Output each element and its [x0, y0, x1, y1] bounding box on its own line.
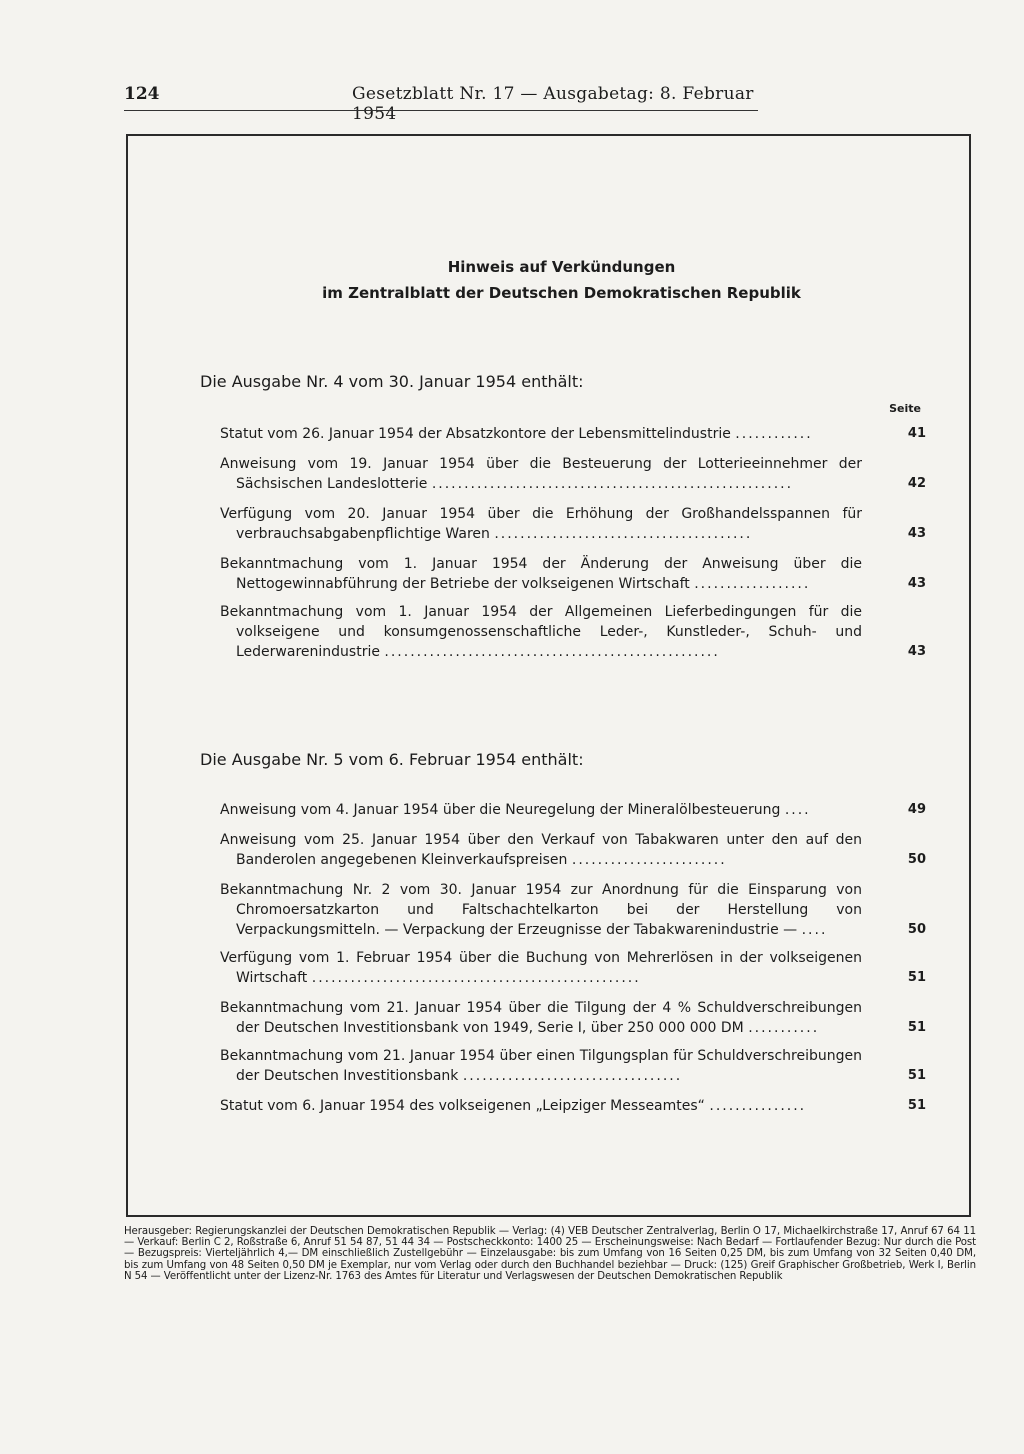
entry-text: Anweisung vom 25. Januar 1954 über den Verkauf von Tabakwaren unter den auf den Banderolen angegebenen Kleinverkaufspreisen ........................: [220, 832, 862, 868]
list-item: [220, 1046, 952, 1086]
entry-text: Bekanntmachung vom 1. Januar 1954 der Änderung der Anweisung über die Nettogewinnabführung der Betriebe der volkseigenen Wirtschaft ..................: [220, 556, 862, 592]
entry-page-number: 41: [907, 426, 926, 441]
entry-text: Anweisung vom 4. Januar 1954 über die Neuregelung der Mineralölbesteuerung ....: [220, 802, 811, 818]
entry-page-number: 43: [907, 576, 926, 591]
list-item: [220, 830, 952, 870]
entry-text: Bekanntmachung vom 21. Januar 1954 über die Tilgung der 4 % Schuldverschreibungen der Deutschen Investitionsbank von 1949, Serie I, über 250 000 000 DM ...........: [220, 1000, 862, 1036]
entry-page-number: 50: [907, 922, 926, 937]
entry-text: Bekanntmachung vom 21. Januar 1954 über einen Tilgungsplan für Schuldverschreibungen der Deutschen Investitionsbank ..................................: [220, 1048, 862, 1084]
page-number: 124: [124, 84, 160, 104]
entry-page-number: 43: [907, 644, 926, 659]
entry-page-number: 51: [907, 970, 926, 985]
list-item: [220, 602, 952, 662]
header-rule: [124, 110, 758, 111]
publisher-imprint: Herausgeber: Regierungskanzlei der Deutschen Demokratischen Republik — Verlag: (4) VEB Deutscher Zentralverlag, Berlin O 17, Michaelkirchstraße 17, Anruf 67 64 11 — Verkauf: Berlin C 2, Roßstraße 6, Anruf 51 54 87, 51 44 34 — Postscheckkonto: 1400 25 — Erscheinungsweise: Nach Bedarf — Fortlaufender Bezug: Nur durch die Post — Bezugspreis: Vierteljährlich 4,— DM einschließlich Zustellgebühr — Einzelausgabe: bis zum Umfang von 16 Seiten 0,25 DM, bis zum Umfang von 32 Seiten 0,40 DM, bis zum Umfang von 48 Seiten 0,50 DM je Exemplar, nur vom Verlag oder durch den Buchhandel beziehbar — Druck: (125) Greif Graphischer Großbetrieb, Werk I, Berlin N 54 — Veröffentlicht unter der Lizenz-Nr. 1763 des Amtes für Literatur und Verlagswesen der Deutschen Demokratischen Republik: [124, 1226, 976, 1282]
entry-text: Verfügung vom 20. Januar 1954 über die Erhöhung der Großhandelsspannen für verbrauchsabgabenpflichtige Waren ........................................: [220, 506, 862, 542]
notice-title: Hinweis auf Verkündungen: [447, 258, 676, 276]
list-item: [220, 424, 952, 444]
list-item: [220, 554, 952, 594]
entry-text: Bekanntmachung vom 1. Januar 1954 der Allgemeinen Lieferbedingungen für die volkseigene und konsumgenossenschaftliche Leder-, Kunstleder-, Schuh- und Lederwarenindustrie ....................................................: [220, 604, 862, 660]
issue-4-heading: Die Ausgabe Nr. 4 vom 30. Januar 1954 enthält:: [200, 372, 584, 391]
list-item: [220, 454, 952, 494]
entry-page-number: 42: [907, 476, 926, 491]
entry-text: Statut vom 26. Januar 1954 der Absatzkontore der Lebensmittelindustrie ............: [220, 426, 813, 442]
entry-page-number: 51: [907, 1020, 926, 1035]
entry-text: Statut vom 6. Januar 1954 des volkseigenen „Leipziger Messeamtes“ ...............: [220, 1098, 807, 1114]
list-item: [220, 1096, 952, 1116]
entry-page-number: 43: [907, 526, 926, 541]
issue-5-heading: Die Ausgabe Nr. 5 vom 6. Februar 1954 enthält:: [200, 750, 584, 769]
gazette-title: Gesetzblatt Nr. 17 — Ausgabetag: 8. Februar 1954: [352, 84, 754, 124]
entry-page-number: 51: [907, 1068, 926, 1083]
entry-text: Anweisung vom 19. Januar 1954 über die Besteuerung der Lotterieeinnehmer der Sächsischen Landeslotterie ........................................................: [220, 456, 862, 492]
seite-column-label: Seite: [889, 402, 921, 415]
entry-page-number: 49: [907, 802, 926, 817]
list-item: [220, 800, 952, 820]
entry-page-number: 50: [907, 852, 926, 867]
notice-subtitle: im Zentralblatt der Deutschen Demokratischen Republik: [322, 284, 801, 302]
list-item: [220, 948, 952, 988]
entry-text: Bekanntmachung Nr. 2 vom 30. Januar 1954 zur Anordnung für die Einsparung von Chromoersatzkarton und Faltschachtelkarton bei der Herstellung von Verpackungsmitteln. — Verpackung der Erzeugnisse der Tabakwarenindustrie — ....: [220, 882, 862, 938]
list-item: [220, 504, 952, 544]
list-item: [220, 880, 952, 940]
notice-frame: [126, 134, 971, 1217]
list-item: [220, 998, 952, 1038]
entry-text: Verfügung vom 1. Februar 1954 über die Buchung von Mehrerlösen in der volkseigenen Wirtschaft ...................................................: [220, 950, 862, 986]
entry-page-number: 51: [907, 1098, 926, 1113]
